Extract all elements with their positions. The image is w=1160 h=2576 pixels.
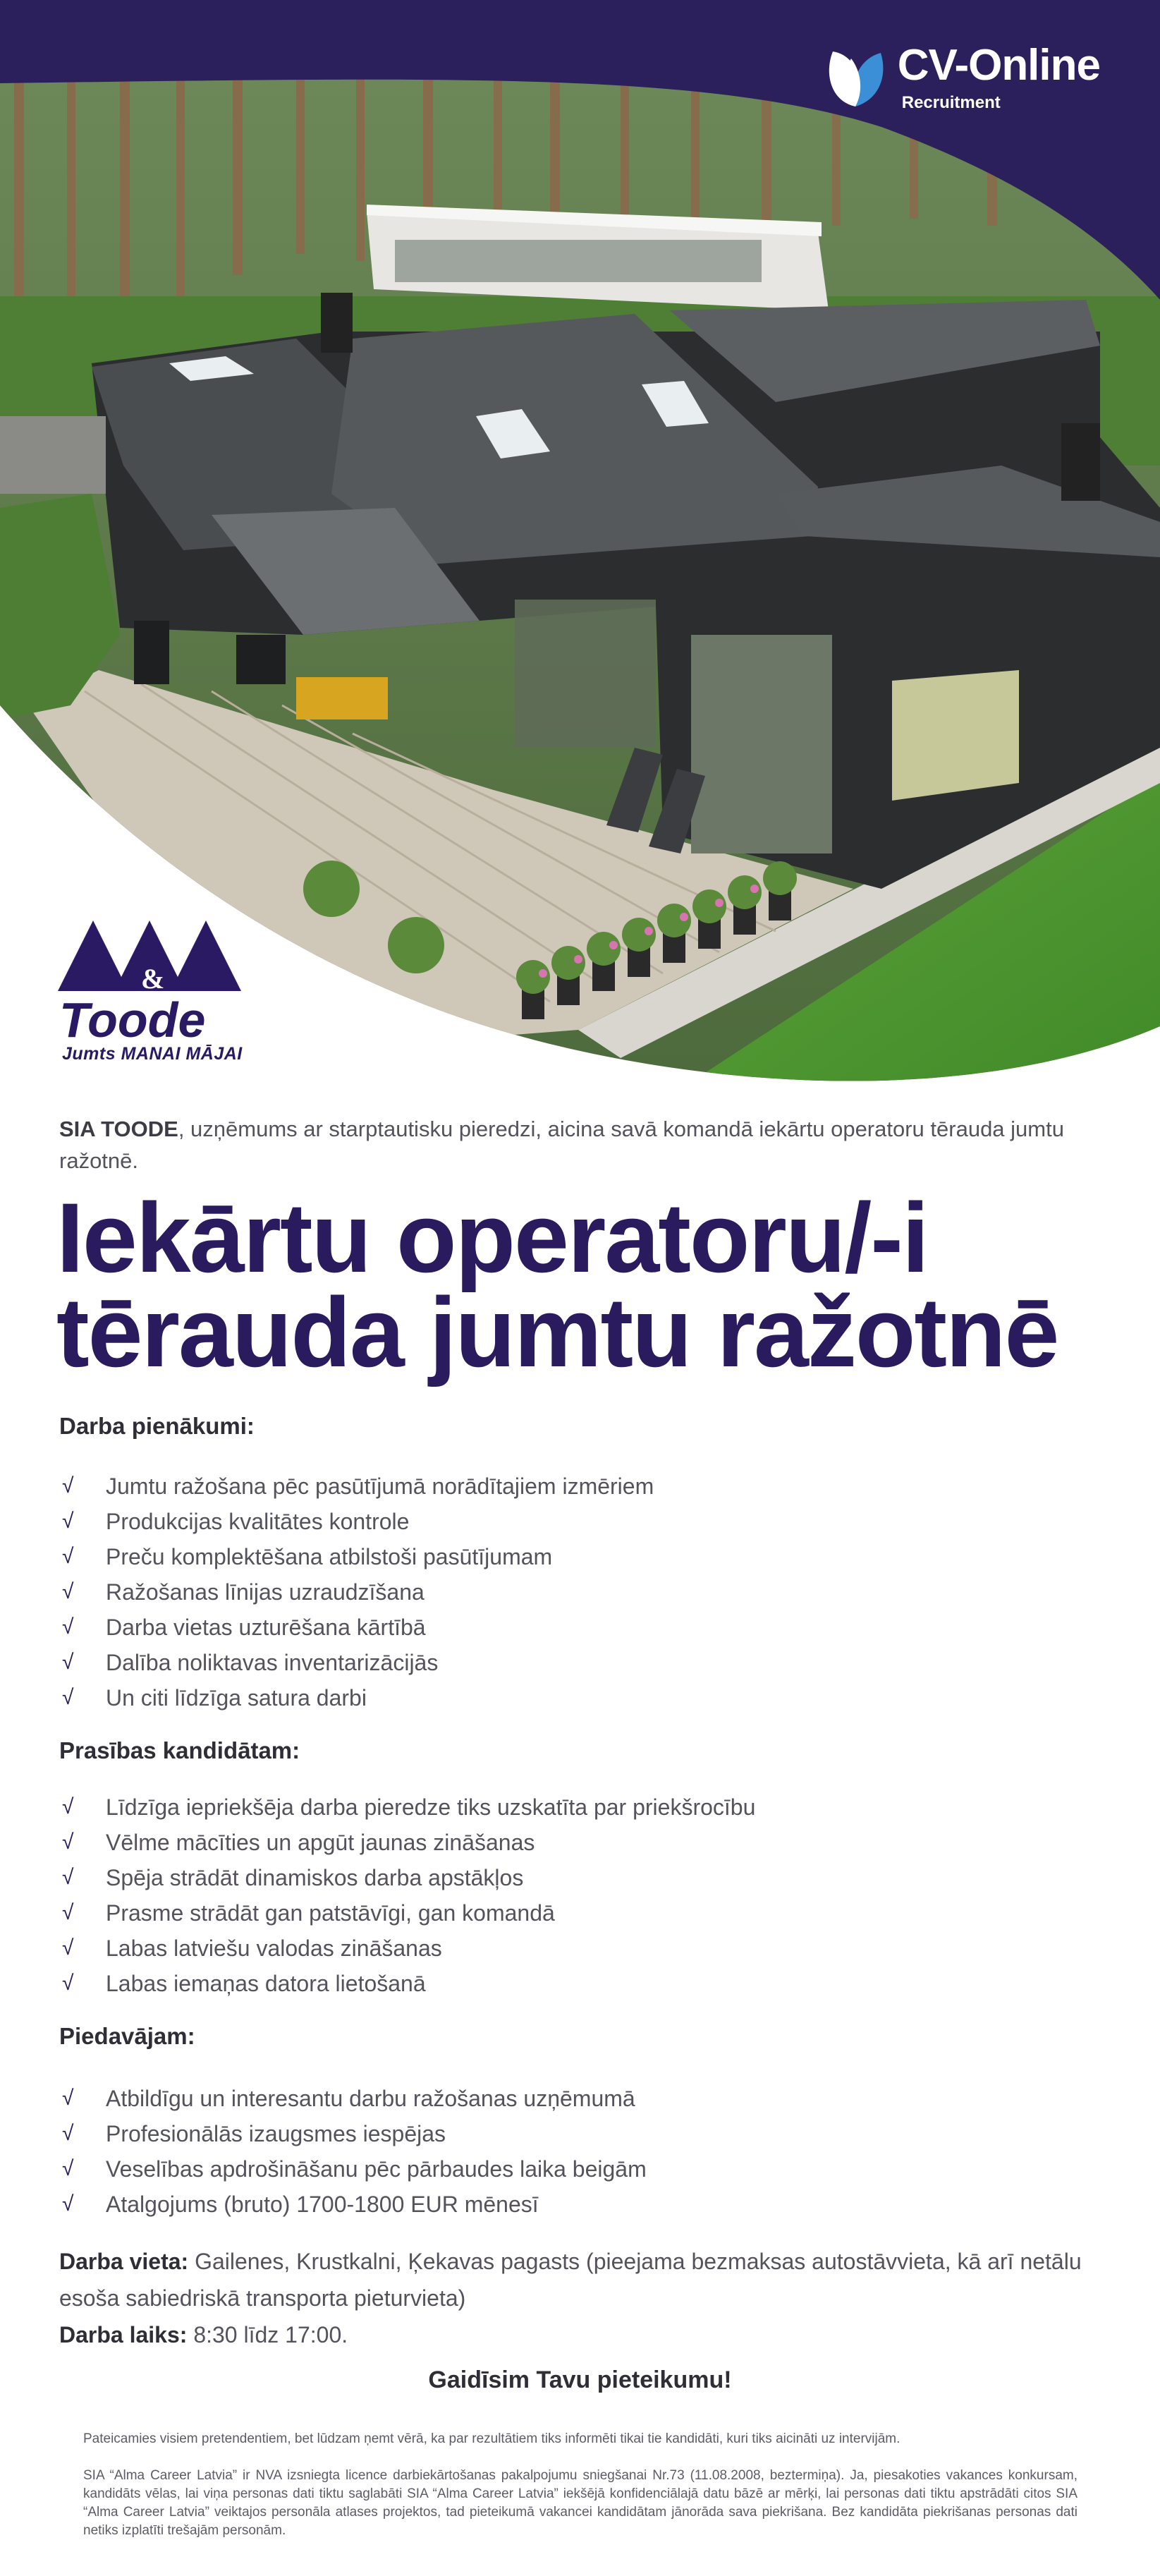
intro-description: , uzņēmums ar starptautisku pieredzi, aicina savā komandā iekārtu operatoru tērauda jumtu ražotnē. [59, 1117, 1064, 1173]
list-item: √ Ražošanas līnijas uzraudzīšana [62, 1579, 425, 1605]
list-item: √ Atbildīgu un interesantu darbu ražošanas uzņēmumā [62, 2085, 635, 2111]
check-icon: √ [62, 1580, 74, 1603]
requirements-list [62, 1790, 755, 2001]
list-item: √ Dalība noliktavas inventarizācijās [62, 1649, 439, 1675]
offer-title: Piedavājam: [59, 2023, 195, 2049]
list-item: √ Preču komplektēšana atbilstoši pasūtījumam [62, 1543, 553, 1569]
logo-wordmark: Toode [59, 992, 206, 1047]
list-item: √ Prasme strādāt gan patstāvīgi, gan komandā [62, 1900, 555, 1926]
check-icon: √ [62, 1474, 74, 1497]
cv-online-leaf-icon [823, 44, 888, 112]
logo-tagline: Jumts MANAI MĀJAI [62, 1044, 243, 1064]
work-details [59, 2243, 1103, 2353]
offer-list [62, 2081, 647, 2222]
check-icon: √ [62, 1866, 74, 1889]
list-item: √ Spēja strādāt dinamiskos darba apstākļos [62, 1864, 524, 1890]
list-item: √ Vēlme mācīties un apgūt jaunas zināšanas [62, 1829, 535, 1855]
check-icon: √ [62, 1936, 74, 1960]
list-item: √ Līdzīga iepriekšēja darba pieredze tiks uzskatīta par priekšrocību [62, 1794, 756, 1820]
list-item: √ Darba vietas uzturēšana kārtībā [62, 1614, 426, 1640]
check-icon: √ [62, 1545, 74, 1568]
list-item: √ Veselības apdrošināšanu pēc pārbaudes laika beigām [62, 2156, 647, 2182]
cv-online-logo [823, 41, 1100, 113]
list-item: √ Atalgojums (bruto) 1700-1800 EUR mēnesī [62, 2191, 539, 2217]
list-item: √ Labas iemaņas datora lietošanā [62, 1970, 426, 1996]
requirements-title: Prasības kandidātam: [59, 1737, 300, 1763]
call-to-action: Gaidīsim Tavu pieteikumu! [428, 2367, 732, 2393]
intro-company: SIA TOODE [59, 1117, 178, 1141]
list-item: √ Labas latviešu valodas zināšanas [62, 1935, 442, 1961]
check-icon: √ [62, 1830, 74, 1854]
brand-subtitle: Recruitment [901, 93, 1001, 112]
work-hours: Darba laiks: 8:30 līdz 17:00. [59, 2322, 348, 2347]
notice-text: Pateicamies visiem pretendentiem, bet lūdzam ņemt vērā, ka par rezultātiem tiks informēti tikai tie kandidāti, kuri tiks aicināti uz intervijām. [83, 2431, 900, 2446]
job-title-line1: Iekārtu operatoru/-i [56, 1182, 928, 1293]
duties-list [62, 1469, 654, 1715]
check-icon: √ [62, 2192, 74, 2216]
check-icon: √ [62, 1972, 74, 1995]
check-icon: √ [62, 1509, 74, 1533]
check-icon: √ [62, 2086, 74, 2110]
check-icon: √ [62, 1686, 74, 1709]
check-icon: √ [62, 1901, 74, 1924]
duties-title: Darba pienākumi: [59, 1413, 255, 1439]
list-item: √ Un citi līdzīga satura darbi [62, 1684, 367, 1711]
list-item: √ Produkcijas kvalitātes kontrole [62, 1508, 410, 1534]
check-icon: √ [62, 1795, 74, 1818]
logo-ampersand: & [141, 963, 165, 995]
brand-name: CV-Online [897, 41, 1100, 90]
check-icon: √ [62, 2157, 74, 2180]
check-icon: √ [62, 1615, 74, 1639]
job-title-line2: tērauda jumtu ražotnē [56, 1277, 1058, 1387]
list-item: √ Profesionālās izaugsmes iespējas [62, 2120, 446, 2146]
work-location: Darba vieta: Gailenes, Krustkalni, Ķekavas pagasts (pieejama bezmaksas autostāvvieta, kā arī netālu esoša sabiedriskā transporta pieturvieta) [59, 2249, 1082, 2311]
check-icon: √ [62, 2122, 74, 2145]
check-icon: √ [62, 1651, 74, 1674]
job-title [56, 1182, 1128, 1387]
intro-text [59, 1113, 1103, 1177]
legal-text: SIA “Alma Career Latvia” ir NVA izsniegta licence darbiekārtošanas pakalpojumu sniegšanai Nr.73 (11.08.2008, beztermiņa). Ja, piesakoties vakances konkursam, kandidāts vēlas, lai viņa personas dati tiktu saglabāti SIA “Alma Career Latvia” iekšējā konfidenciālajā datu bāzē ar mērķi, lai personas dati tiktu apstrādāti citos SIA “Alma Career Latvia” veiktajos personāla atlases projektos, tad pieteikumā vakancei kandidātam jānorāda sava piekrišana. Bez kandidāta piekrišanas personas dati netiks izplatīti trešajām personām. [83, 2468, 1077, 2538]
list-item: √ Jumtu ražošana pēc pasūtījumā norādītajiem izmēriem [62, 1473, 654, 1499]
